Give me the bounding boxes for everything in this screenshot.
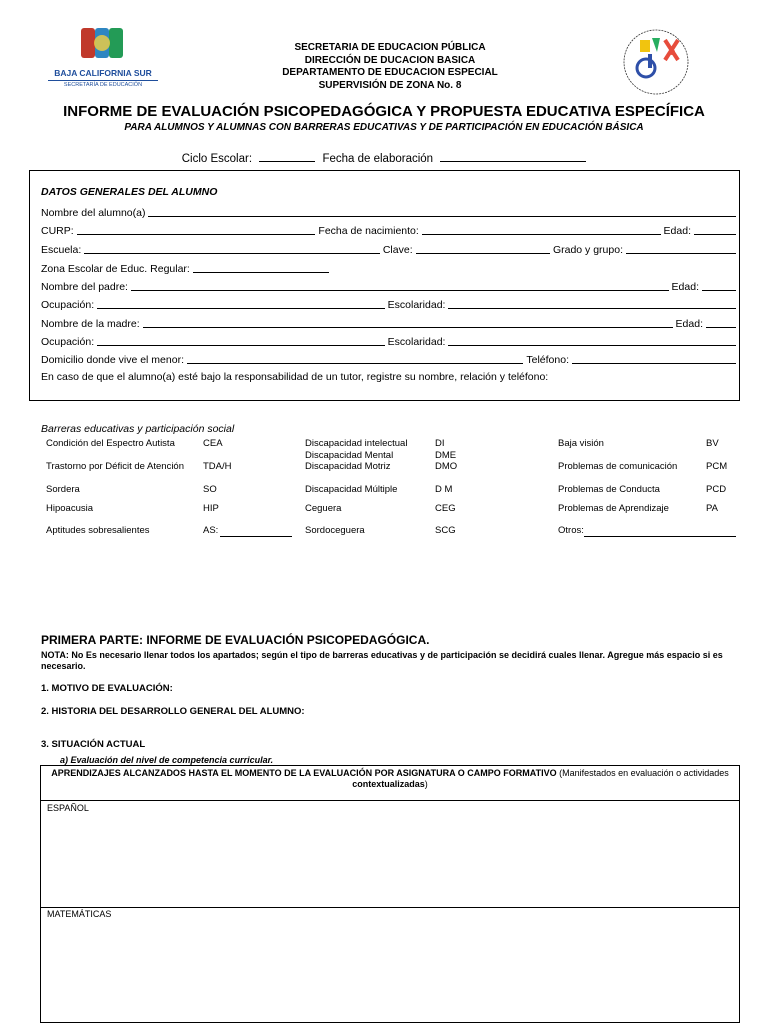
curp-field[interactable] <box>77 224 316 235</box>
padre-row <box>41 280 739 293</box>
header-line: SUPERVISIÓN DE ZONA No. 8 <box>318 79 462 91</box>
barrera-name: Condición del Espectro Autista <box>46 438 175 449</box>
barreras-heading: Barreras educativas y participación social <box>41 423 235 435</box>
barrera-code: CEA <box>203 438 223 449</box>
madre-label: Nombre de la madre: <box>41 318 140 330</box>
ocupacion-madre-label: Ocupación: <box>41 336 95 348</box>
tutor-label: En caso de que el alumno(a) esté bajo la responsabilidad de un tutor, registre su nombre, relación y teléfono: <box>41 371 549 383</box>
domicilio-label: Domicilio donde vive el menor: <box>41 354 184 366</box>
aprendizajes-table <box>40 765 740 1023</box>
header-line: SECRETARIA DE EDUCACION PÚBLICA <box>294 42 486 53</box>
edad-padre-field[interactable] <box>702 280 736 291</box>
tutor-row <box>41 371 739 383</box>
barrera-name: Discapacidad Múltiple <box>305 484 398 495</box>
escuela-row <box>41 243 739 256</box>
barrera-code: DMO <box>435 461 458 472</box>
escolaridad-padre-field[interactable] <box>448 298 736 309</box>
fecha-elaboracion-field[interactable] <box>440 161 586 162</box>
barrera-name: Baja visión <box>558 438 604 449</box>
barrera-code: PCD <box>706 484 727 495</box>
telefono-label: Teléfono: <box>526 354 569 366</box>
header-lines <box>170 42 610 92</box>
barrera-code: DI <box>435 438 445 449</box>
table-head-bold: APRENDIZAJES ALCANZADOS HASTA EL MOMENTO DE LA EVALUACIÓN POR ASIGNATURA O CAMPO FORMATIVO <box>51 768 557 778</box>
nombre-label: Nombre del alumno(a) <box>41 207 146 219</box>
barrera-name: Hipoacusia <box>46 503 93 514</box>
grado-field[interactable] <box>626 243 736 254</box>
madre-field[interactable] <box>143 317 673 328</box>
ocupacion-padre-label: Ocupación: <box>41 299 95 311</box>
nombre-field[interactable] <box>148 206 736 217</box>
barrera-name: Discapacidad Mental <box>305 450 394 461</box>
fecha-nacimiento-label: Fecha de nacimiento: <box>318 225 419 237</box>
barrera-code: DME <box>435 450 457 461</box>
domicilio-field[interactable] <box>187 353 523 364</box>
escolaridad-madre-label: Escolaridad: <box>387 336 446 348</box>
barrera-name: Ceguera <box>305 503 342 514</box>
barrera-code: AS: <box>203 525 219 536</box>
historia-desarrollo-heading: 2. HISTORIA DEL DESARROLLO GENERAL DEL ALUMNO: <box>41 706 305 717</box>
edad-madre-field[interactable] <box>706 317 736 328</box>
matematicas-row[interactable] <box>41 907 739 1023</box>
barrera-code: BV <box>706 438 719 449</box>
state-logo-name: BAJA CALIFORNIA SUR <box>54 68 152 78</box>
situacion-actual-heading: 3. SITUACIÓN ACTUAL <box>41 739 146 750</box>
nivel-competencia-subheading: a) Evaluación del nivel de competencia curricular. <box>60 755 274 765</box>
grado-label: Grado y grupo: <box>552 244 623 256</box>
ciclo-line <box>0 153 768 165</box>
madre-row <box>41 317 739 330</box>
curp-label: CURP: <box>41 225 74 237</box>
barrera-name: Problemas de comunicación <box>558 461 678 472</box>
inclusion-logo <box>610 26 702 100</box>
header-line: DIRECCIÓN DE DUCACION BASICA <box>304 54 476 66</box>
table-head-end: ) <box>424 779 428 789</box>
edad-padre-label: Edad: <box>671 281 699 293</box>
datos-heading: DATOS GENERALES DEL ALUMNO <box>41 186 218 198</box>
escolaridad-padre-label: Escolaridad: <box>387 299 446 311</box>
ocupacion-madre-field[interactable] <box>97 335 385 346</box>
barrera-name: Problemas de Aprendizaje <box>558 503 669 514</box>
barrera-code: PCM <box>706 461 728 472</box>
nota-text: NOTA: No Es necesario llenar todos los apartados; según el tipo de barreras educativas y de participación se decidirá cuales llenar. Agregue más espacio si es necesario. <box>41 650 723 671</box>
espanol-row[interactable] <box>41 801 739 908</box>
padre-label: Nombre del padre: <box>41 281 128 293</box>
otros-field[interactable] <box>584 535 736 537</box>
state-seal-icon <box>48 26 158 66</box>
inclusion-logo-icon <box>610 26 702 100</box>
domicilio-row <box>41 353 739 366</box>
barrera-code: SO <box>203 484 217 495</box>
escuela-label: Escuela: <box>41 244 82 256</box>
nombre-row <box>41 206 739 219</box>
primera-parte-heading: PRIMERA PARTE: INFORME DE EVALUACIÓN PSICOPEDAGÓGICA. <box>41 633 430 647</box>
state-logo-sub: SECRETARÍA DE EDUCACIÓN <box>48 80 158 88</box>
ocupacion-madre-row <box>41 335 739 348</box>
ciclo-field[interactable] <box>259 161 315 162</box>
document-subtitle: PARA ALUMNOS Y ALUMNAS CON BARRERAS EDUCATIVAS Y DE PARTICIPACIÓN EN EDUCACIÓN BÁSICA <box>124 122 644 133</box>
table-head-normal: (Manifestados en evaluación o actividades <box>556 768 729 778</box>
barrera-code: D M <box>435 484 453 495</box>
header-line: DEPARTAMENTO DE EDUCACION ESPECIAL <box>282 67 498 78</box>
motivo-evaluacion-heading: 1. MOTIVO DE EVALUACIÓN: <box>41 683 173 694</box>
document-title: INFORME DE EVALUACIÓN PSICOPEDAGÓGICA Y PROPUESTA EDUCATIVA ESPECÍFICA <box>63 103 705 120</box>
ciclo-label: Ciclo Escolar: <box>181 153 253 165</box>
zona-label: Zona Escolar de Educ. Regular: <box>41 263 190 275</box>
barrera-name: Otros: <box>558 525 584 536</box>
table-head-tail: contextualizadas <box>352 779 425 789</box>
ocupacion-padre-field[interactable] <box>97 298 385 309</box>
barrera-name: Sordera <box>46 484 80 495</box>
barrera-code: TDA/H <box>203 461 232 472</box>
curp-row <box>41 224 739 237</box>
barrera-name: Trastorno por Déficit de Atención <box>46 461 184 472</box>
barrera-code: SCG <box>435 525 456 536</box>
barrera-name: Problemas de Conducta <box>558 484 660 495</box>
clave-field[interactable] <box>416 243 550 254</box>
barrera-code: CEG <box>435 503 456 514</box>
aprendizajes-table-header <box>41 766 739 801</box>
fecha-elaboracion-label: Fecha de elaboración <box>322 153 434 165</box>
barrera-name: Discapacidad Motriz <box>305 461 391 472</box>
barrera-name: Discapacidad intelectual <box>305 438 408 449</box>
escolaridad-madre-field[interactable] <box>448 335 736 346</box>
edad-madre-label: Edad: <box>675 318 703 330</box>
barrera-name: Aptitudes sobresalientes <box>46 525 150 536</box>
datos-heading-row <box>41 186 739 198</box>
espanol-label: ESPAÑOL <box>47 803 89 813</box>
aptitudes-field[interactable] <box>220 535 292 537</box>
barrera-code: PA <box>706 503 718 514</box>
fecha-nacimiento-field[interactable] <box>422 224 661 235</box>
escuela-field[interactable] <box>84 243 380 254</box>
zona-field[interactable] <box>193 262 329 273</box>
edad-label: Edad: <box>663 225 691 237</box>
matematicas-label: MATEMÁTICAS <box>47 909 112 919</box>
padre-field[interactable] <box>131 280 669 291</box>
state-logo <box>48 26 158 92</box>
clave-label: Clave: <box>382 244 413 256</box>
barrera-name: Sordoceguera <box>305 525 365 536</box>
edad-field[interactable] <box>694 224 736 235</box>
barrera-code: HIP <box>203 503 219 514</box>
zona-row <box>41 262 739 275</box>
telefono-field[interactable] <box>572 353 736 364</box>
ocupacion-padre-row <box>41 298 739 311</box>
